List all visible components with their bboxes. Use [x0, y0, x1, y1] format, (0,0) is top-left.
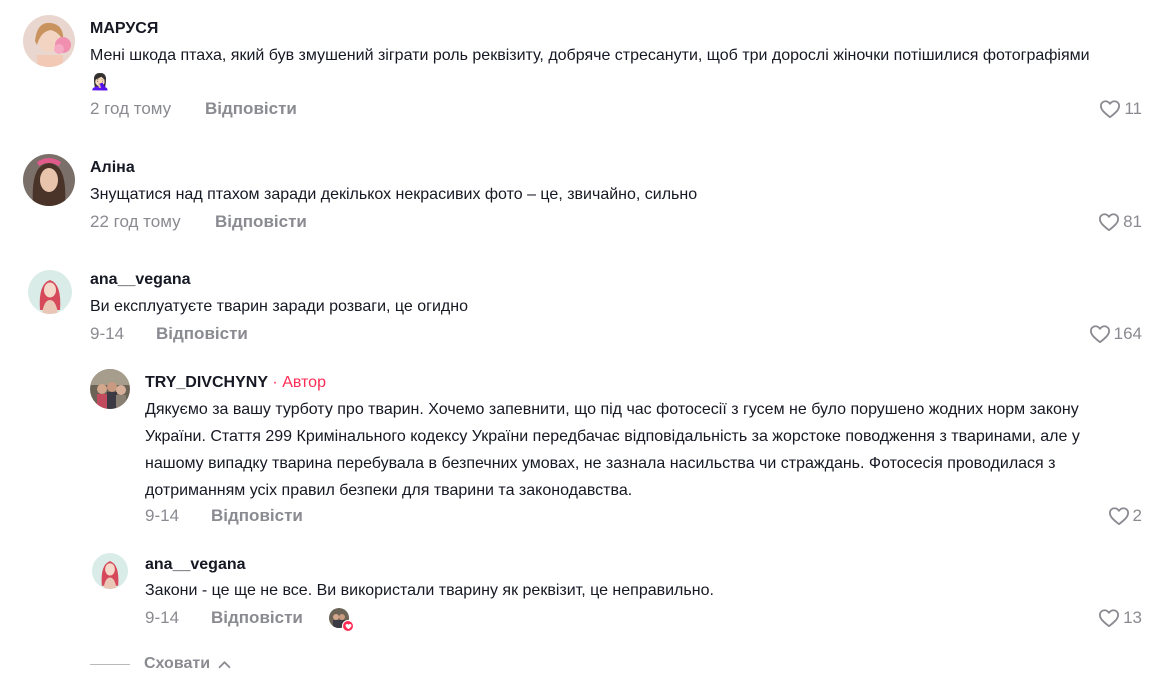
avatar[interactable]: [92, 553, 128, 589]
like-button[interactable]: [1108, 505, 1142, 527]
reply-button[interactable]: Відповісти: [215, 212, 307, 231]
reply-username-text[interactable]: TRY_DIVCHYNY: [145, 374, 268, 391]
like-count: 13: [1123, 608, 1142, 627]
creator-liked-indicator: [329, 608, 349, 628]
comment-timestamp: 9-14: [90, 324, 125, 343]
like-button[interactable]: [1098, 607, 1142, 629]
author-badge: · Автор: [267, 374, 326, 391]
comment-text: Ви експлуатуєте тварин заради розваги, це огидно: [90, 298, 468, 315]
comment-username[interactable]: МАРУСЯ: [90, 20, 159, 37]
reply-button[interactable]: Відповісти: [156, 324, 248, 343]
avatar[interactable]: [28, 270, 72, 314]
avatar[interactable]: [23, 154, 75, 206]
heart-badge-icon: [342, 620, 354, 632]
like-button[interactable]: [1099, 98, 1142, 120]
comment-username[interactable]: ana__vegana: [90, 271, 191, 288]
reply-username[interactable]: ana__vegana: [145, 556, 246, 573]
reply-text: Закони - це ще не все. Ви використали тварину як реквізит, це неправильно.: [145, 582, 714, 599]
reply-text: Дякуємо за вашу турботу про тварин. Хочемо запевнити, що під час фотосесії з гусем не було порушено жодних норм закону України. Стаття 299 Кримінального кодексу України передбачає відповідальність за жорстоке поводження з тваринами, але у нашому випадку тварина перебувала в безпечних умовах, не зазнала насильства чи страждань. Фотосесія проводилася з дотриманням усіх правил безпеки для тварини та законодавства.: [145, 401, 1080, 499]
heart-outline-icon: [1089, 324, 1111, 344]
like-count: 81: [1123, 212, 1142, 231]
comment-text: Знущатися над птахом заради декількох некрасивих фото – це, звичайно, сильно: [90, 186, 698, 203]
like-button[interactable]: [1089, 323, 1142, 345]
chevron-up-icon: [218, 660, 231, 669]
hide-replies-button[interactable]: [90, 655, 231, 673]
reply-button[interactable]: Відповісти: [205, 99, 297, 118]
like-count: 11: [1124, 99, 1142, 118]
hide-replies-label: Сховати: [144, 655, 211, 672]
comment-timestamp: 22 год тому: [90, 212, 181, 231]
avatar[interactable]: [90, 369, 130, 409]
like-count: 164: [1113, 324, 1142, 343]
comment-username[interactable]: Аліна: [90, 159, 135, 176]
like-button[interactable]: [1098, 211, 1142, 233]
reply-button[interactable]: Відповісти: [211, 608, 303, 627]
heart-outline-icon: [1098, 608, 1120, 628]
reply-timestamp: 9-14: [145, 608, 180, 627]
heart-outline-icon: [1108, 506, 1130, 526]
reply-timestamp: 9-14: [145, 506, 180, 525]
reply-button[interactable]: Відповісти: [211, 506, 303, 525]
heart-outline-icon: [1098, 212, 1120, 232]
like-count: 2: [1132, 506, 1142, 525]
reply-username[interactable]: [145, 373, 326, 393]
comment-text: Мені шкода птаха, який був змушений зіграти роль реквізиту, добряче стресанути, щоб три дорослі жіночки потішилися фотографіями 🤦🏻‍♀️: [90, 47, 1090, 91]
avatar[interactable]: [23, 15, 75, 67]
comment-timestamp: 2 год тому: [90, 99, 172, 118]
divider: [90, 664, 130, 665]
heart-outline-icon: [1099, 99, 1121, 119]
